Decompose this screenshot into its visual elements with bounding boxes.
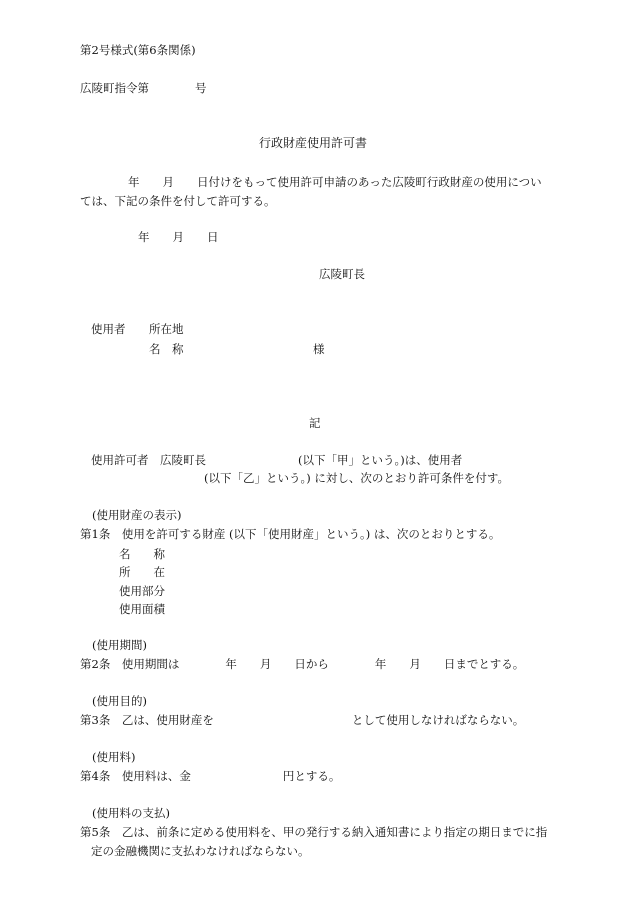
issue-date: 年 月 日 — [138, 230, 219, 244]
intro-line-1: 年 月 日付けをもって使用許可申請のあった広陵町行政財産の使用につい — [128, 175, 542, 189]
article-1-item-area: 使用面積 — [119, 602, 165, 616]
article-3-text: 第3条 乙は、使用財産を として使用しなければならない。 — [80, 713, 525, 727]
article-4-text: 第4条 使用料は、金 円とする。 — [80, 769, 341, 783]
intro-line-2: ては、下記の条件を付して許可する。 — [80, 194, 276, 208]
honorific: 様 — [313, 342, 325, 356]
ki-heading: 記 — [309, 416, 321, 430]
article-5-text-cont: 定の金融機関に支払わなければならない。 — [91, 844, 310, 858]
user-label: 使用者 — [91, 322, 126, 336]
form-number: 第2号様式(第6条関係) — [80, 43, 196, 57]
article-1-item-part: 使用部分 — [119, 584, 165, 598]
issuer-name: 広陵町長 — [319, 267, 365, 281]
article-1-text: 第1条 使用を許可する財産 (以下「使用財産」という。) は、次のとおりとする。 — [80, 527, 501, 541]
article-4-heading: (使用料) — [92, 750, 136, 764]
article-2-heading: (使用期間) — [92, 638, 147, 652]
permitter-line-2: (以下「乙」という。) に対し、次のとおり許可条件を付す。 — [204, 471, 509, 485]
article-1-item-location: 所 在 — [119, 565, 165, 579]
name-label: 名 称 — [149, 342, 184, 356]
article-5-heading: (使用料の支払) — [92, 806, 170, 820]
document-title: 行政財産使用許可書 — [259, 136, 368, 150]
permitter-line-1: 使用許可者 広陵町長 (以下「甲」という。)は、使用者 — [91, 453, 463, 467]
article-5-text: 第5条 乙は、前条に定める使用料を、甲の発行する納入通知書により指定の期日までに指 — [80, 825, 548, 839]
address-label: 所在地 — [149, 322, 184, 336]
reference-number: 広陵町指令第 号 — [80, 81, 207, 95]
article-2-text: 第2条 使用期間は 年 月 日から 年 月 日までとする。 — [80, 657, 525, 671]
article-1-heading: (使用財産の表示) — [92, 508, 182, 522]
article-1-item-name: 名 称 — [119, 547, 165, 561]
article-3-heading: (使用目的) — [92, 694, 147, 708]
